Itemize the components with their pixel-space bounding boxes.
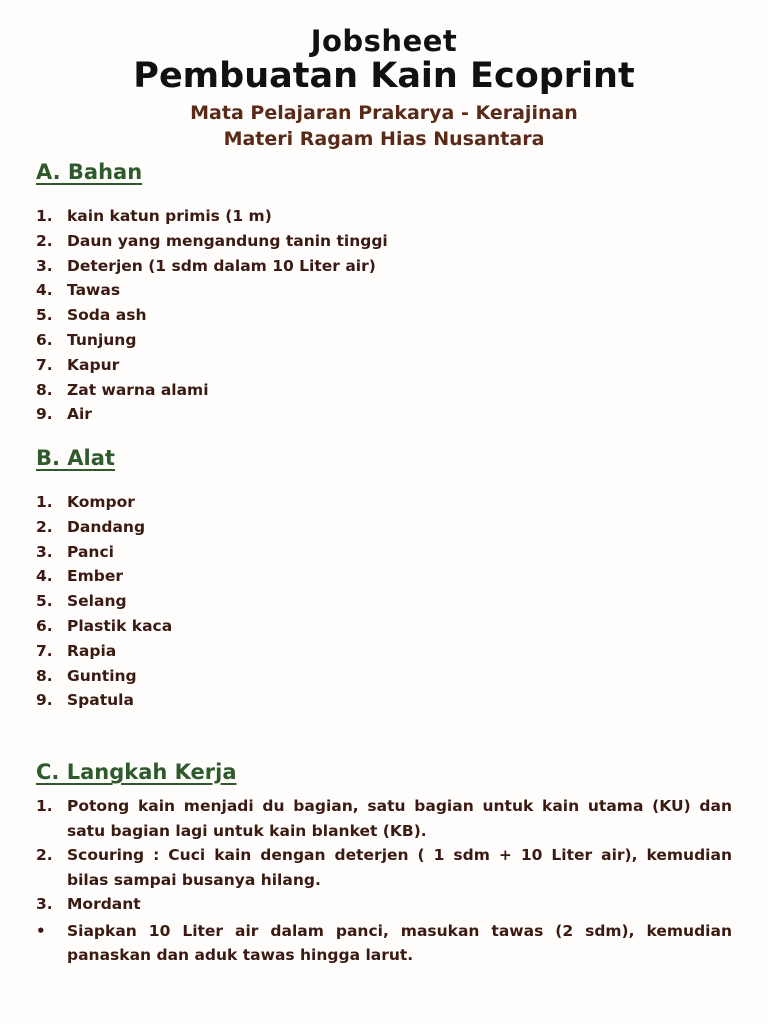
list-item-number: 3. [36, 256, 53, 275]
list-item [36, 664, 736, 689]
list-item-number: 1. [36, 797, 53, 815]
list-item [36, 204, 736, 229]
bahan-list [36, 204, 736, 427]
list-item-number: 1. [36, 207, 53, 225]
section-heading-bahan: A. Bahan [36, 160, 143, 184]
list-item-text: Mordant [67, 895, 141, 913]
list-item-number: 2. [36, 517, 53, 536]
list-item-text: Spatula [67, 691, 134, 710]
list-item [36, 843, 732, 892]
list-item-number: 7. [36, 355, 53, 374]
list-item-number: 8. [36, 666, 53, 685]
list-item-text: Panci [67, 542, 114, 561]
list-item-text: Daun yang mengandung tanin tinggi [67, 231, 388, 250]
list-item-text: Ember [67, 567, 123, 586]
list-item-text: Plastik kaca [67, 616, 173, 635]
list-item-text: Selang [67, 592, 127, 611]
section-heading-alat: B. Alat [36, 446, 115, 470]
list-item-number: 3. [36, 895, 53, 913]
list-item-text: Rapia [67, 641, 117, 660]
list-item-text: kain katun primis (1 m) [67, 207, 272, 225]
list-item-text: Kompor [67, 493, 135, 511]
list-item [36, 919, 732, 968]
document-header [0, 24, 768, 152]
list-item [36, 892, 732, 917]
list-item-number: 1. [36, 493, 53, 511]
langkah-kerja-list [36, 794, 732, 968]
list-item [36, 303, 736, 328]
list-item-text: Tunjung [67, 330, 137, 349]
list-item-number: 4. [36, 567, 53, 586]
list-item-number: 3. [36, 542, 53, 561]
list-item [36, 402, 736, 427]
list-item-text: Dandang [67, 517, 146, 536]
list-item [36, 564, 736, 589]
list-item-text: Air [67, 405, 92, 424]
document-title: Pembuatan Kain Ecoprint [133, 56, 635, 96]
list-item-number: 9. [36, 691, 53, 710]
list-item [36, 278, 736, 303]
list-item [36, 589, 736, 614]
list-item-text: Siapkan 10 Liter air dalam panci, masukan tawas (2 sdm), kemudian panaskan dan aduk tawas hingga larut. [67, 921, 732, 964]
list-item [36, 614, 736, 639]
list-item [36, 254, 736, 279]
section-heading-langkah-kerja: C. Langkah Kerja [36, 760, 237, 784]
bullet-icon: • [36, 921, 46, 940]
list-item-text: Potong kain menjadi du bagian, satu bagian untuk kain utama (KU) dan satu bagian lagi untuk kain blanket (KB). [67, 797, 732, 840]
alat-list [36, 490, 736, 713]
list-item-number: 8. [36, 380, 53, 399]
list-item-number: 4. [36, 281, 53, 300]
document-subtitle: Mata Pelajaran Prakarya - Kerajinan [190, 102, 578, 124]
list-item-number: 5. [36, 592, 53, 611]
list-item-text: Zat warna alami [67, 380, 209, 399]
list-item-text: Tawas [67, 281, 121, 300]
list-item-text: Soda ash [67, 306, 147, 325]
list-item-number: 7. [36, 641, 53, 660]
list-item [36, 353, 736, 378]
list-item [36, 515, 736, 540]
list-item-text: Gunting [67, 666, 137, 685]
list-item [36, 378, 736, 403]
document-subtitle-2: Materi Ragam Hias Nusantara [223, 128, 545, 150]
list-item [36, 328, 736, 353]
list-item [36, 229, 736, 254]
list-item-number: 9. [36, 405, 53, 424]
list-item-text: Deterjen (1 sdm dalam 10 Liter air) [67, 256, 376, 275]
list-item [36, 794, 732, 843]
document-kicker: Jobsheet [310, 24, 458, 58]
list-item-number: 2. [36, 846, 53, 864]
list-item-number: 6. [36, 330, 53, 349]
list-item [36, 540, 736, 565]
list-item-number: 2. [36, 231, 53, 250]
list-item-text: Kapur [67, 355, 120, 374]
list-item-number: 5. [36, 306, 53, 325]
list-item [36, 639, 736, 664]
list-item-number: 6. [36, 616, 53, 635]
list-item-text: Scouring : Cuci kain dengan deterjen ( 1 sdm + 10 Liter air), kemudian bilas sampai busanya hilang. [67, 846, 732, 889]
list-item [36, 490, 736, 515]
list-item [36, 688, 736, 713]
